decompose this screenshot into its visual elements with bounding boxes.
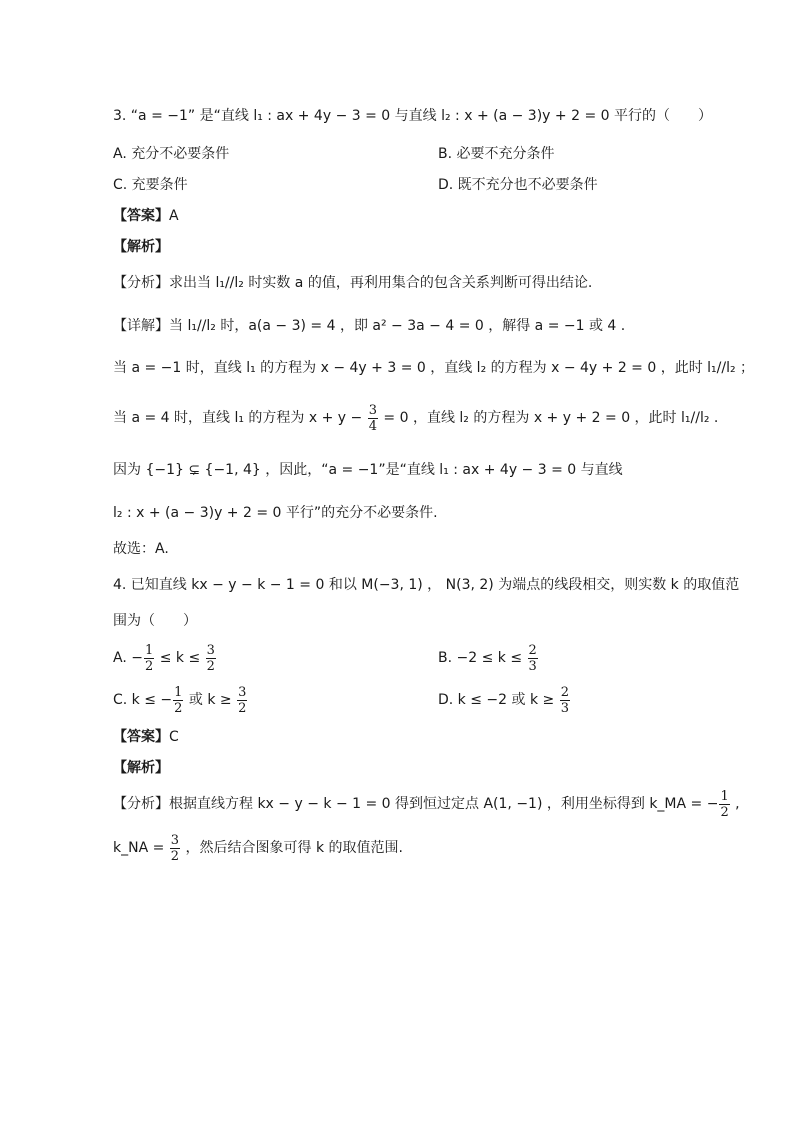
detail-3-text-a: 当 a = 4 时，直线 l₁ 的方程为 x + y −: [113, 410, 367, 426]
fraction-numerator: 1: [174, 684, 183, 700]
fenxi-1-text-a: 【分析】根据直线方程 kx − y − k − 1 = 0 得到恒过定点 A(1, −1) ，利用坐标得到 k_MA = −: [113, 796, 719, 812]
fraction: [206, 643, 216, 674]
q3-analysis-tag: 【解析】: [113, 239, 169, 255]
fenxi-1-text-b: ,: [730, 796, 740, 812]
q3-choice: 故选：A.: [113, 541, 169, 557]
q3-fenxi: 【分析】求出当 l₁//l₂ 时实数 a 的值，再利用集合的包含关系判断可得出结论.: [113, 275, 593, 291]
option-a-prefix: A. −: [113, 650, 143, 666]
q3-detail-4: 因为 {−1} ⊊ {−1, 4} ，因此，“a = −1”是“直线 l₁ : ax + 4y − 3 = 0 与直线: [113, 462, 623, 478]
fraction-denominator: 2: [720, 804, 729, 820]
q4-option-b: [438, 640, 539, 676]
q4-stem-2: 围为（ ）: [113, 613, 197, 629]
fraction: [560, 685, 570, 716]
fraction-numerator: 2: [528, 642, 537, 658]
fraction: [237, 685, 247, 716]
q3-option-a: A. 充分不必要条件: [113, 146, 230, 162]
fraction-denominator: 2: [206, 658, 215, 674]
q4-answer: [113, 726, 179, 748]
q3-detail-5: l₂ : x + (a − 3)y + 2 = 0 平行”的充分不必要条件.: [113, 505, 438, 521]
q4-fenxi-1: [113, 786, 740, 822]
fraction-denominator: 4: [368, 418, 377, 434]
fraction-numerator: 3: [206, 642, 215, 658]
answer-tag: 【答案】: [113, 208, 169, 224]
q3-stem: 3. “a = −1” 是“直线 l₁ : ax + 4y − 3 = 0 与直线 l₂ : x + (a − 3)y + 2 = 0 平行的（ ）: [113, 108, 712, 124]
q3-answer: [113, 205, 179, 227]
option-b-prefix: B. −2 ≤ k ≤: [438, 650, 527, 666]
fraction-numerator: 1: [144, 642, 154, 658]
fraction-denominator: 2: [144, 658, 154, 674]
q4-option-d: [438, 682, 571, 718]
fraction: [173, 685, 183, 716]
fraction-numerator: 3: [238, 684, 247, 700]
fraction-numerator: 3: [170, 832, 180, 848]
fenxi-2-text-a: k_NA =: [113, 840, 169, 856]
q4-option-a: [113, 640, 217, 676]
q3-detail-2: 当 a = −1 时，直线 l₁ 的方程为 x − 4y + 3 = 0 ，直线 l₂ 的方程为 x − 4y + 2 = 0 ，此时 l₁//l₂ ；: [113, 360, 755, 376]
fraction-denominator: 3: [528, 658, 537, 674]
fraction-numerator: 2: [560, 684, 569, 700]
q3-detail-1: 【详解】当 l₁//l₂ 时，a(a − 3) = 4 ，即 a² − 3a − 4 = 0 ，解得 a = −1 或 4 .: [113, 318, 626, 334]
q3-detail-3: [113, 400, 718, 436]
q4-analysis-tag: 【解析】: [113, 760, 169, 776]
detail-3-text-b: = 0 ，直线 l₂ 的方程为 x + y + 2 = 0 ，此时 l₁//l₂ .: [378, 410, 719, 426]
fenxi-2-text-b: ，然后结合图象可得 k 的取值范围.: [181, 840, 403, 856]
q4-fenxi-2: [113, 830, 403, 866]
option-a-mid: ≤ k ≤: [155, 650, 205, 666]
fraction: [719, 789, 729, 820]
fraction-numerator: 3: [368, 402, 377, 418]
q4-option-c: [113, 682, 248, 718]
q4-stem-1: 4. 已知直线 kx − y − k − 1 = 0 和以 M(−3, 1) ， N(3, 2) 为端点的线段相交，则实数 k 的取值范: [113, 577, 740, 593]
option-c-prefix: C. k ≤ −: [113, 692, 173, 708]
q3-option-c: C. 充要条件: [113, 177, 188, 193]
fraction: [170, 833, 180, 864]
answer-tag: 【答案】: [113, 729, 169, 745]
option-c-mid: 或 k ≥: [184, 692, 237, 708]
q3-option-b: B. 必要不充分条件: [438, 146, 555, 162]
fraction-denominator: 3: [560, 700, 569, 716]
fraction-numerator: 1: [720, 788, 729, 804]
answer-value: A: [169, 208, 179, 224]
fraction-denominator: 2: [170, 848, 180, 864]
fraction: [528, 643, 538, 674]
fraction: [144, 643, 154, 674]
fraction: [368, 403, 378, 434]
q3-option-d: D. 既不充分也不必要条件: [438, 177, 598, 193]
option-d-prefix: D. k ≤ −2 或 k ≥: [438, 692, 559, 708]
fraction-denominator: 2: [174, 700, 183, 716]
fraction-denominator: 2: [238, 700, 247, 716]
answer-value: C: [169, 729, 179, 745]
